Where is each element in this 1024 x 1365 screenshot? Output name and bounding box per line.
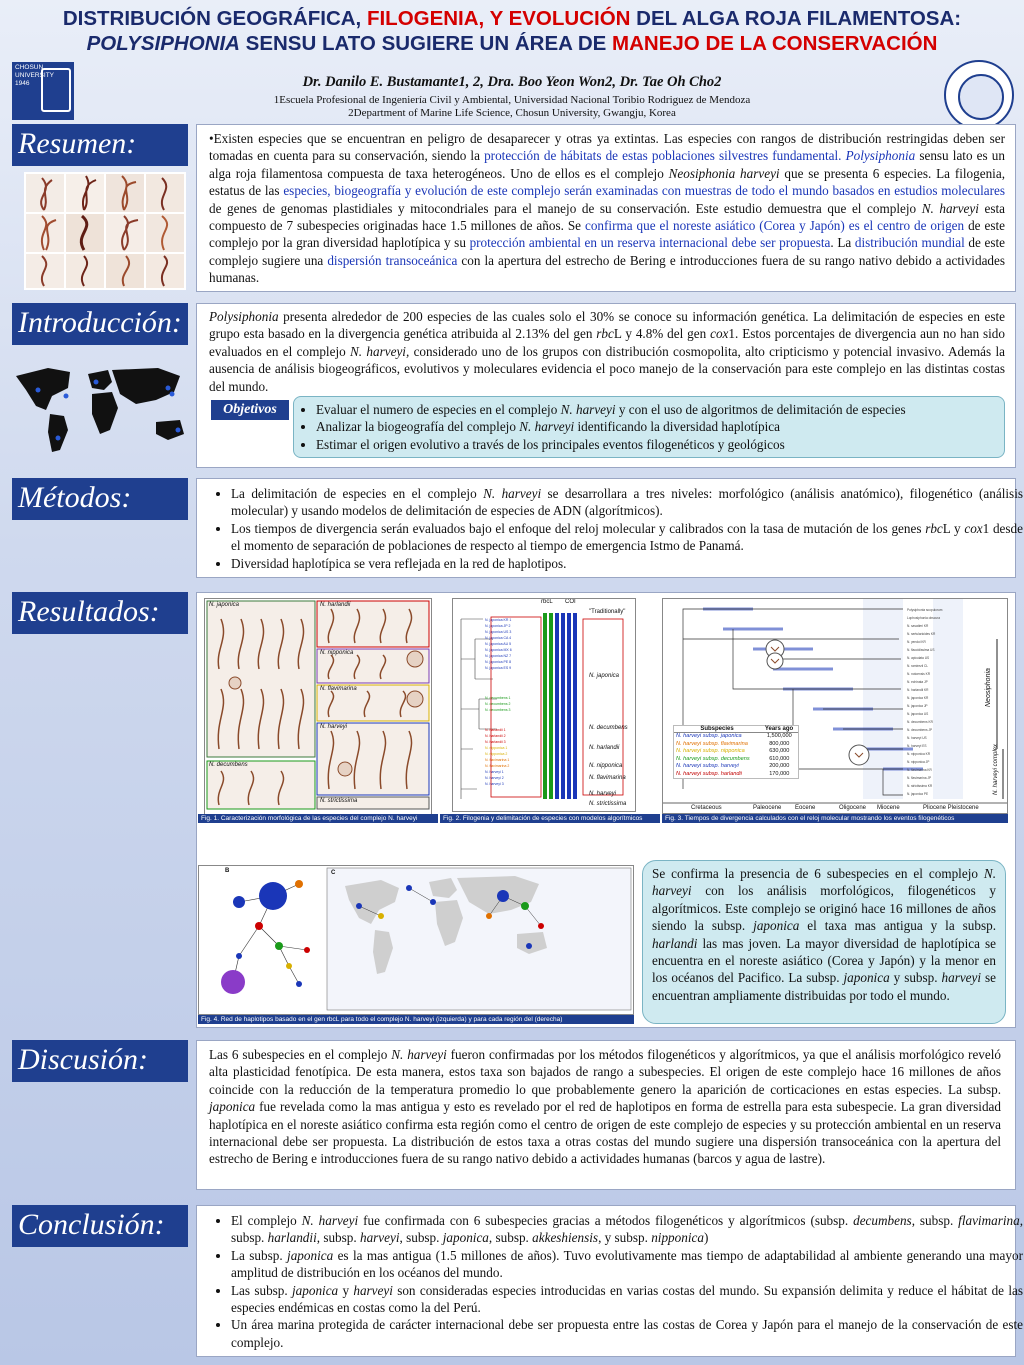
fig2-label: N. strictissima xyxy=(589,801,627,807)
fig2-label: N. japonica xyxy=(589,673,620,679)
morphology-plates-image xyxy=(205,599,432,822)
section-label-resultados: Resultados: xyxy=(12,592,188,634)
svg-text:N. nipponica JP: N. nipponica JP xyxy=(907,760,930,764)
metodos-list xyxy=(209,485,1023,572)
svg-text:N. harveyi 1: N. harveyi 1 xyxy=(485,770,504,774)
svg-text:N. japonica MX 6: N. japonica MX 6 xyxy=(485,648,512,652)
svg-text:N. flavimarina 2: N. flavimarina 2 xyxy=(485,764,510,768)
objetivo-item: • Analizar la biogeografía del complejo N. harveyi identificando la diversidad haplotípica xyxy=(316,418,1004,435)
subspecies-table-row xyxy=(674,763,798,771)
subspecies-table-row xyxy=(674,748,798,756)
conclusion-item: • La subsp. japonica es la mas antigua (1.5 millones de años). Tuvo evolutivamente mas tiempo de adaptabilidad al ambiente generando una mayor amplitud de distribución en los océanos del mundo. xyxy=(231,1247,1023,1282)
subspecies-age-table xyxy=(673,725,799,779)
svg-text:N. decumbens 2: N. decumbens 2 xyxy=(485,702,511,706)
fig3-axis-paleocene: Paleocene xyxy=(753,805,782,811)
subspecies-table-row xyxy=(674,733,798,741)
svg-text:N. japonica NZ 7: N. japonica NZ 7 xyxy=(485,654,512,658)
subspecies-name: N. harveyi subsp. decumbens xyxy=(676,755,750,762)
svg-text:N. japonica PE 8: N. japonica PE 8 xyxy=(485,660,512,664)
fig1-label-nipponica: N. nipponica xyxy=(320,650,354,656)
svg-text:N. japonica US: N. japonica US xyxy=(907,712,929,716)
figure-1-caption: Fig. 1. Caracterización morfológica de las especies del complejo N. harveyi xyxy=(198,814,438,823)
fig2-label: N. flavimarina xyxy=(589,775,626,781)
resultados-summary-text: Se confirma la presencia de 6 subespecies en el complejo N. harveyi con los análisis morfológicos, filogenéticos y algorítmicos. Este complejo se originó hace 16 millones de años siendo la subsp. japonica el taxa mas antigua y la subsp. harlandi las mas joven. La mayor diversidad de haplotípica se encuentra en el noreste asiático (Corea y Japón) y la menor en los océanos del Pacifico. La subsp. japonica y subsp. harveyi se encuentran ampliamente distribuidas por todo el mundo. xyxy=(652,866,996,1003)
fig2-label: N. nipponica xyxy=(589,763,623,769)
resultados-summary-box xyxy=(642,860,1006,1024)
fig1-label-japonica: N. japonica xyxy=(209,602,240,608)
subspecies-name: N. harveyi subsp. harlandii xyxy=(676,770,742,777)
figure-4-caption: Fig. 4. Red de haplotipos basado en el gen rbcL para todo el complejo N. harveyi (izquierda) y para cada región del (derecha) xyxy=(198,1015,634,1024)
svg-text:N. flaccidissima US: N. flaccidissima US xyxy=(907,648,935,652)
fig4-panel-b: B xyxy=(225,868,230,874)
svg-text:N. nipponica KR: N. nipponica KR xyxy=(907,752,931,756)
svg-text:N. japonica US 3: N. japonica US 3 xyxy=(485,630,512,634)
subspecies-years: 1,500,000 xyxy=(766,733,792,739)
svg-text:N. japonica KR 1: N. japonica KR 1 xyxy=(485,618,512,622)
objetivo-item: • Evaluar el numero de especies en el complejo N. harveyi y con el uso de algoritmos de delimitación de especies xyxy=(316,401,1004,418)
fig2-head-traditionally: "Traditionally" xyxy=(589,609,626,615)
fig2-head-rbcl: rbcL xyxy=(541,599,553,605)
fig1-label-strictissima: N. strictissima xyxy=(320,798,358,804)
authors: Dr. Danilo E. Bustamante1, 2, Dra. Boo Yeon Won2, Dr. Tae Oh Cho2 xyxy=(302,74,722,90)
svg-text:N. harlandii 2: N. harlandii 2 xyxy=(485,734,506,738)
svg-text:N. nipponica 2: N. nipponica 2 xyxy=(485,752,508,756)
conclusion-item: • Las subsp. japonica y harveyi son consideradas especies introducidas en varias costas del mundo. Su expansión delimita y reduce el hábitat de las especies endémicas en costas como la del Perú. xyxy=(231,1282,1023,1317)
svg-text:N. harlandii KR: N. harlandii KR xyxy=(907,688,929,692)
fig1-label-harveyi: N. harveyi xyxy=(320,724,348,730)
subspecies-name: N. harveyi subsp. flavimarina xyxy=(676,740,748,747)
svg-text:N. flavimarina KR: N. flavimarina KR xyxy=(907,768,932,772)
svg-text:N. decumbens 3: N. decumbens 3 xyxy=(485,708,511,712)
conclusion-item: • Un área marina protegida de carácter internacional debe ser propuesta entre las costas de Corea y Japón para el manejo de la conservación de este complejo. xyxy=(231,1316,1023,1351)
fig3-axis-cretaceous: Cretaceous xyxy=(691,805,722,811)
svg-text:N. decumbens KR: N. decumbens KR xyxy=(907,720,933,724)
svg-text:N. japonica KR: N. japonica KR xyxy=(907,696,929,700)
metodo-item: • Diversidad haplotípica se vera reflejada en la red de haplotipos. xyxy=(231,555,1023,572)
figure-2-phylogeny xyxy=(452,598,636,812)
objetivos-label: Objetivos xyxy=(211,400,289,420)
fig3-clade-neosiphonia: Neosiphonia xyxy=(985,668,992,707)
section-label-introduccion: Introducción: xyxy=(12,303,188,345)
figure-3-caption: Fig. 3. Tiempos de divergencia calculados con el reloj molecular mostrando los eventos filogenéticos xyxy=(662,814,1008,823)
discusion-panel xyxy=(196,1040,1016,1190)
svg-text:N. harveyi ES: N. harveyi ES xyxy=(907,744,927,748)
resumen-panel xyxy=(196,124,1016,292)
subspecies-table-row xyxy=(674,741,798,749)
svg-text:Lophosiphonia obscura: Lophosiphonia obscura xyxy=(907,616,940,620)
conclusion-panel xyxy=(196,1205,1023,1357)
fig2-head-coi: COI xyxy=(565,599,576,605)
metodo-item: • Los tiempos de divergencia serán evaluados bajo el enfoque del reloj molecular y calibrados con la tasa de mutación de los genes rbcL y cox1 desde el momento de separación de poblaciones de respecto al tiempo de emergencia Istmo de Panamá. xyxy=(231,520,1023,555)
svg-text:N. apiculata US: N. apiculata US xyxy=(907,656,930,660)
discusion-text: Las 6 subespecies en el complejo N. harveyi fueron confirmadas por los métodos filogenéticos y algorítmicos, ya que el análisis morfológico reveló alta plasticidad fenotípica. De esta manera, estos taxa son bajados de rango a subespecies. El origen de este complejo hace 16 millones de años coincide con la reducción de la temperatura promedio lo que probablemente genero la aparición de corticaciones en estas especies. La subsp. japonica fue revelada como la mas antigua y esto es revelado por el red de haplotipos en forma de estrella para esta subespecie. La gran diversidad haplotípica en el noreste asiático confirma esta región como el centro de origen de este complejo de especies y su protección ambiental en un reserva internacional debe ser propuesta. La distribución de estos taxa a otras costas del mundo sugiere una dispersión transoceánica con la apertura del estrecho de Bering e introducciones fuera de su rango nativo debido a actividades humanas (barcos y agua de lastre). xyxy=(209,1047,1002,1167)
fig3-axis-eocene: Eocene xyxy=(795,805,816,811)
subspecies-table-header: Subspecies Years ago xyxy=(674,726,798,733)
svg-text:N. ramirezii CL: N. ramirezii CL xyxy=(907,664,929,668)
svg-text:N. decumbens 1: N. decumbens 1 xyxy=(485,696,511,700)
svg-text:N. japonica JP: N. japonica JP xyxy=(907,704,928,708)
fig1-label-harlandii: N. harlandii xyxy=(320,602,351,608)
conclusion-list xyxy=(209,1212,1023,1351)
fig1-label-decumbens: N. decumbens xyxy=(209,762,248,768)
conclusion-item: • El complejo N. harveyi fue confirmada con 6 subespecies gracias a métodos filogenéticos y algorítmicos (subsp. decumbens, subsp. flavimarina, subsp. harlandii, subsp. harveyi, subsp. japonica, subsp. akkeshiensis, y subsp. nipponica) xyxy=(231,1212,1023,1247)
section-label-discusion: Discusión: xyxy=(12,1040,188,1082)
svg-text:N. japonica JP 2: N. japonica JP 2 xyxy=(485,624,511,628)
introduccion-panel xyxy=(196,303,1016,468)
introduccion-text: Polysiphonia presenta alrededor de 200 especies de las cuales solo el 30% se conoce su información genética. La delimitación de especies en este grupo esta basado en la divergencia genética atribuida al 2.13% del gen rbcL y 4.8% del gen cox1. Estos porcentajes de divergencia aun no han sido evaluados en el complejo N. harveyi, considerado uno de los grupos con distribución cosmopolita, alto cripticismo y potencial invasivo. Además la ausencia de análisis biogeográficos, evolutivos y moleculares evidencia el poco manejo de la conservación para este complejo en las distintas costas del mundo. xyxy=(209,309,1005,394)
world-map-image xyxy=(8,360,190,460)
subspecies-years: 630,000 xyxy=(769,748,790,754)
algae-photos-image xyxy=(24,172,186,290)
svg-text:N. decumbens JP: N. decumbens JP xyxy=(907,728,933,732)
fig2-label: N. decumbens xyxy=(589,725,628,731)
fig3-axis-oligocene: Oligocene xyxy=(839,805,867,811)
fig4-panel-c: C xyxy=(331,870,336,876)
affiliation-2: 2Department of Marine Life Science, Chosun University, Gwangju, Korea xyxy=(348,107,676,119)
world-map xyxy=(8,360,190,460)
figure-2-caption: Fig. 2. Filogenia y delimitación de especies con modelos algorítmicos xyxy=(440,814,660,823)
divergence-tree-image xyxy=(663,599,1008,814)
svg-text:N. harlandii 3: N. harlandii 3 xyxy=(485,740,506,744)
metodos-panel xyxy=(196,478,1023,578)
svg-text:N. sertularioides KR: N. sertularioides KR xyxy=(907,632,936,636)
subspecies-years: 800,000 xyxy=(769,740,790,747)
title-line-2: POLYSIPHONIA SENSU LATO SUGIERE UN ÁREA DE MANEJO DE LA CONSERVACIÓN xyxy=(86,32,938,55)
svg-text:N. japonica AU 5: N. japonica AU 5 xyxy=(485,642,512,646)
svg-text:N. flavimarina 1: N. flavimarina 1 xyxy=(485,758,510,762)
svg-text:N. japonica CA 4: N. japonica CA 4 xyxy=(485,636,512,640)
svg-text:N. japonica ES 9: N. japonica ES 9 xyxy=(485,666,512,670)
svg-text:N. nipponica 1: N. nipponica 1 xyxy=(485,746,508,750)
objetivo-item: • Estimar el origen evolutivo a través de los principales eventos filogenéticos y geológicos xyxy=(316,436,1004,453)
objetivos-list xyxy=(294,401,1004,453)
svg-text:Polysiphonia scopulorum: Polysiphonia scopulorum xyxy=(907,608,943,612)
subspecies-years: 610,000 xyxy=(769,755,790,762)
section-label-metodos: Métodos: xyxy=(12,478,188,520)
fig3-clade-harveyi-complex: N. harveyi complex xyxy=(993,743,999,795)
svg-text:N. harveyi 2: N. harveyi 2 xyxy=(485,776,504,780)
svg-text:N. strictissima KR: N. strictissima KR xyxy=(907,784,933,788)
svg-text:N. savatieri KR: N. savatieri KR xyxy=(907,624,929,628)
section-label-conclusion: Conclusión: xyxy=(12,1205,188,1247)
fig1-label-flavimarina: N. flavimarina xyxy=(320,686,357,692)
svg-text:N. harlandii 1: N. harlandii 1 xyxy=(485,728,506,732)
affiliation-1: 1Escuela Profesional de Ingeniería Civil y Ambiental, Universidad Nacional Toribio Rodriguez de Mendoza xyxy=(273,94,751,106)
fig3-axis-pliocene: Pliocene Pleistocene xyxy=(923,805,979,811)
section-label-resumen: Resumen: xyxy=(12,124,188,166)
chosun-university-logo: CHOSUN UNIVERSITY 1946 xyxy=(12,62,74,120)
fig2-label: N. harlandii xyxy=(589,745,620,751)
title-line-1: DISTRIBUCIÓN GEOGRÁFICA, FILOGENIA, Y EVOLUCIÓN DEL ALGA ROJA FILAMENTOSA: xyxy=(62,7,962,30)
poster-title xyxy=(0,6,1024,56)
objetivos-box xyxy=(293,396,1005,458)
fig3-axis-miocene: Miocene xyxy=(877,805,900,811)
svg-text:N. harveyi 3: N. harveyi 3 xyxy=(485,782,504,786)
haplotype-network-image xyxy=(199,866,634,1015)
svg-text:N. japonica PE: N. japonica PE xyxy=(907,792,929,796)
subspecies-name: N. harveyi subsp. japonica xyxy=(676,733,742,739)
subspecies-table-row xyxy=(674,756,798,764)
subspecies-years: 200,000 xyxy=(769,763,790,769)
subspecies-table-row xyxy=(674,771,798,779)
subspecies-name: N. harveyi subsp. harveyi xyxy=(676,763,739,769)
figure-1-morphology xyxy=(204,598,432,822)
svg-text:N. harveyi US: N. harveyi US xyxy=(907,736,927,740)
svg-text:N. yendoi KR: N. yendoi KR xyxy=(907,640,926,644)
subspecies-years: 170,000 xyxy=(769,770,790,777)
subspecies-name: N. harveyi subsp. nipponica xyxy=(676,748,745,754)
resumen-text: •Existen especies que se encuentran en peligro de desaparecer y otras ya extintas. Las especies con rangos de distribución restringidas deben ser tomadas en cuenta para su conservación, siendo la protección de hábitats de estas poblaciones silvestres fundamental. Polysiphonia sensu lato es un alga roja filamentosa compuesta de taxa heterogéneos. Uno de ellos es el complejo Neosiphonia harveyi que se presenta 6 especies. La filogenia, estatus de las especies, biogeografía y evolución de este complejo serán examinadas con muestras de todo el mundo basados en estudios moleculares de genes de genomas plastidiales y mitocondriales para el manejo de su conservación. Este estudio demuestra que el complejo N. harveyi esta compuesto de 7 subespecies originadas hace 1.5 millones de años. Se confirma que el noreste asiático (Corea y Japón) es el centro de origen de este complejo por la gran diversidad haplotípica y su protección ambiental en un reserva internacional debe ser propuesta. La distribución mundial de este complejo sugiere una dispersión transoceánica con la apertura del estrecho de Bering e introducciones fuera de su rango nativo debido a actividades humanas. xyxy=(209,131,1006,286)
algae-photo-collage xyxy=(24,172,186,290)
figure-4-haplotype-network xyxy=(198,865,634,1015)
fig2-label: N. harveyi xyxy=(589,791,617,797)
svg-text:N. echinata JP: N. echinata JP xyxy=(907,680,928,684)
svg-text:N. notoensis KR: N. notoensis KR xyxy=(907,672,931,676)
figure-3-divergence-times xyxy=(662,598,1008,814)
svg-text:N. flavimarina JP: N. flavimarina JP xyxy=(907,776,932,780)
metodo-item: • La delimitación de especies en el complejo N. harveyi se desarrollara a tres niveles: morfológico (análisis anatómico), filogenético (análisis molecular) y usando modelos de delimitación de especies de ADN (algorítmicos). xyxy=(231,485,1023,520)
